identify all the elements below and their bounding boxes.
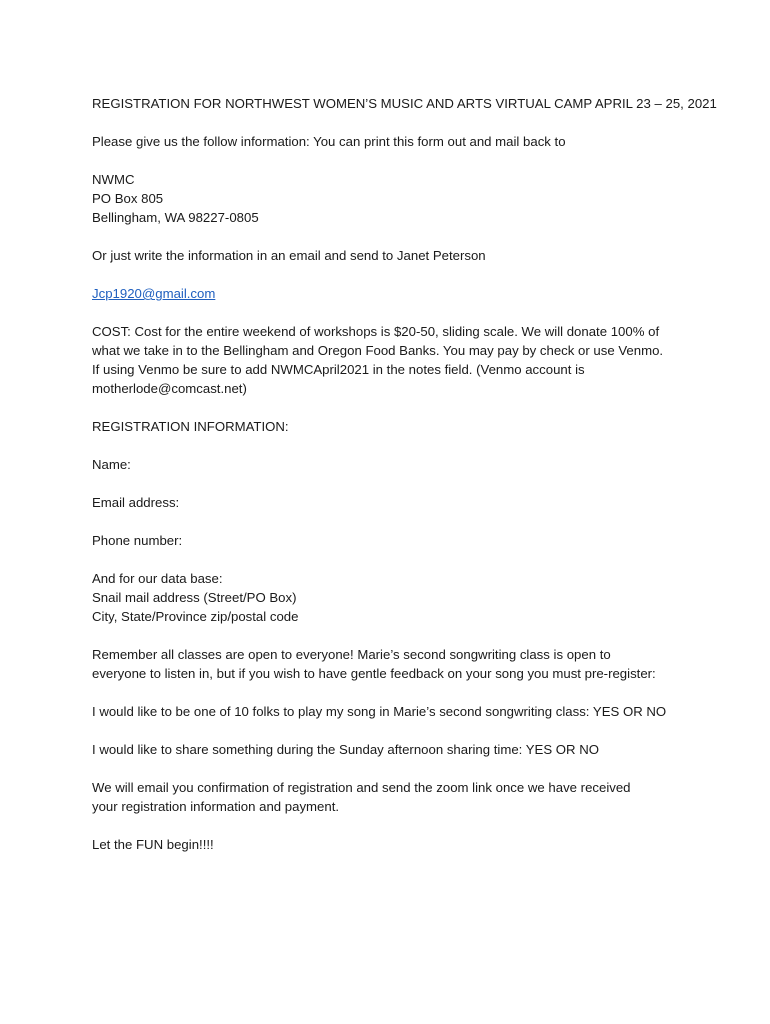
address-line-2: PO Box 805	[92, 191, 164, 206]
classes-note-paragraph	[92, 645, 712, 683]
email-instruction-text: Or just write the information in an email and send to Janet Peterson	[92, 248, 486, 263]
classes-note-line-2: everyone to listen in, but if you wish to have gentle feedback on your song you must pre-register:	[92, 666, 656, 681]
database-line-1: And for our data base:	[92, 571, 223, 586]
cost-line-1: COST: Cost for the entire weekend of workshops is $20-50, sliding scale. We will donate 100% of	[92, 324, 660, 339]
songwriting-option-text: I would like to be one of 10 folks to play my song in Marie’s second songwriting class: YES OR NO	[92, 704, 667, 719]
registration-heading-text: REGISTRATION INFORMATION:	[92, 419, 289, 434]
classes-note-line-1: Remember all classes are open to everyone! Marie’s second songwriting class is open to	[92, 647, 611, 662]
registration-heading	[92, 417, 712, 436]
intro-paragraph	[92, 132, 712, 151]
email-instruction-paragraph	[92, 246, 712, 265]
cost-line-2: what we take in to the Bellingham and Oregon Food Banks. You may pay by check or use Venmo.	[92, 343, 664, 358]
phone-field-label	[92, 531, 712, 550]
email-field-label	[92, 493, 712, 512]
database-paragraph	[92, 569, 712, 626]
address-line-3: Bellingham, WA 98227-0805	[92, 210, 259, 225]
cost-line-3: If using Venmo be sure to add NWMCApril2021 in the notes field. (Venmo account is	[92, 362, 585, 377]
intro-text: Please give us the follow information: You can print this form out and mail back to	[92, 134, 566, 149]
address-line-1: NWMC	[92, 172, 135, 187]
cost-paragraph	[92, 322, 712, 398]
confirmation-paragraph	[92, 778, 712, 816]
database-line-3: City, State/Province zip/postal code	[92, 609, 299, 624]
cost-line-4: motherlode@comcast.net)	[92, 381, 247, 396]
name-field-label	[92, 455, 712, 474]
database-line-2: Snail mail address (Street/PO Box)	[92, 590, 297, 605]
email-link-paragraph	[92, 284, 712, 303]
phone-label: Phone number:	[92, 533, 183, 548]
sharing-option-paragraph	[92, 740, 712, 759]
email-label: Email address:	[92, 495, 180, 510]
songwriting-option-paragraph	[92, 702, 712, 721]
confirmation-line-2: your registration information and payment.	[92, 799, 340, 814]
email-link[interactable]: Jcp1920@gmail.com	[92, 286, 216, 301]
title-text: REGISTRATION FOR NORTHWEST WOMEN’S MUSIC AND ARTS VIRTUAL CAMP APRIL 23 – 25, 2021	[92, 96, 717, 111]
name-label: Name:	[92, 457, 131, 472]
closing-paragraph	[92, 835, 712, 854]
document-page	[92, 94, 717, 873]
sharing-option-text: I would like to share something during the Sunday afternoon sharing time: YES OR NO	[92, 742, 600, 757]
closing-text: Let the FUN begin!!!!	[92, 837, 214, 852]
confirmation-line-1: We will email you confirmation of registration and send the zoom link once we have received	[92, 780, 631, 795]
mailing-address	[92, 170, 712, 227]
document-title	[92, 94, 717, 113]
